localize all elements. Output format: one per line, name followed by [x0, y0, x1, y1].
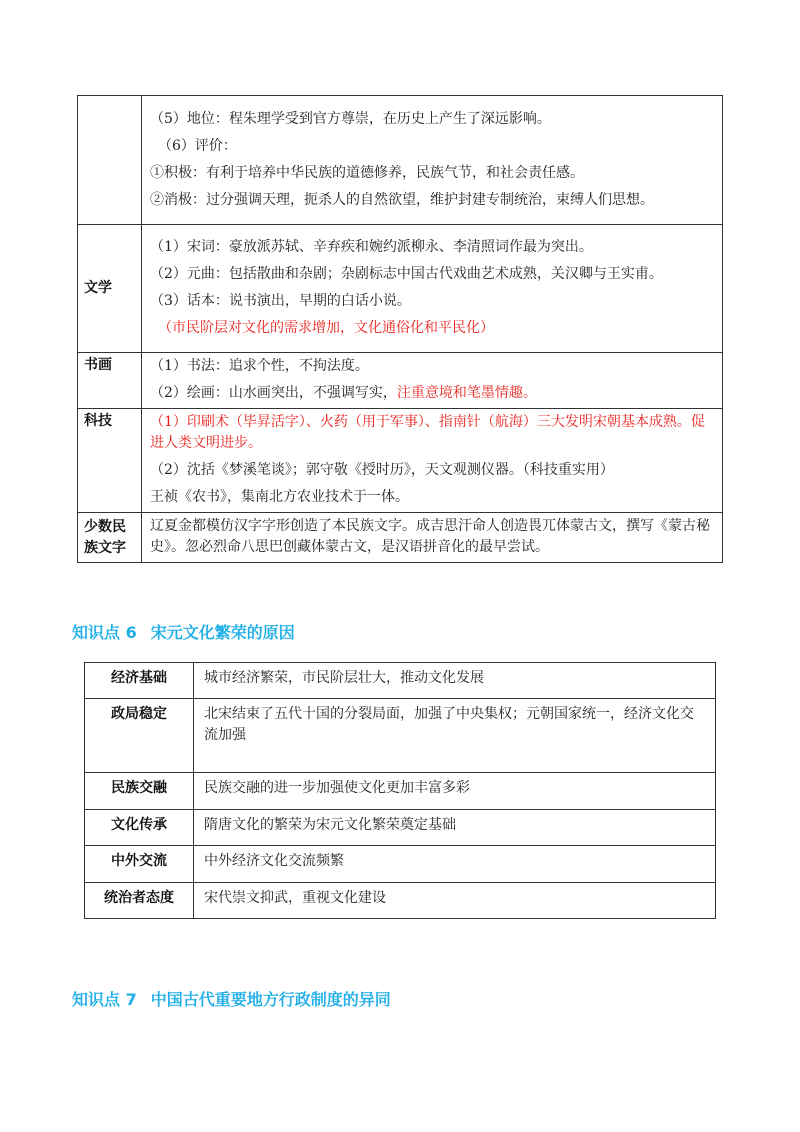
list-item: （5）地位：程朱理学受到官方尊崇，在历史上产生了深远影响。 [150, 110, 551, 127]
heading-number: 知识点 6 [72, 623, 137, 642]
reason-value: 民族交融的进一步加强使文化更加丰富多彩 [194, 773, 716, 810]
reason-value: 宋代崇文抑武，重视文化建设 [194, 883, 716, 919]
list-item: （1）书法：追求个性，不拘法度。 [150, 358, 369, 374]
heading-title: 宋元文化繁荣的原因 [150, 623, 295, 642]
table-row [85, 773, 716, 810]
table-row [78, 409, 723, 513]
list-item: （1）宋词：豪放派苏轼、辛弃疾和婉约派柳永、李清照词作最为突出。 [150, 239, 593, 255]
table-row [85, 663, 716, 699]
highlight-text: 注重意境和笔墨情趣。 [396, 385, 537, 401]
table-row [85, 810, 716, 846]
reason-value: 中外经济文化交流频繁 [194, 846, 716, 883]
heading-title: 中国古代重要地方行政制度的异同 [150, 990, 391, 1009]
culture-summary-table [77, 95, 723, 563]
section-heading-7 [72, 987, 391, 1010]
list-item [150, 383, 716, 404]
script-content-cell: 辽夏金都模仿汉字字形创造了本民族文字。成吉思汗命人创造畏兀体蒙古文，撰写《蒙古秘史》。忽必烈命八思巴创藏体蒙古文，是汉语拼音化的最早尝试。 [142, 513, 723, 563]
list-item: （6）评价： [158, 137, 237, 154]
table-row [85, 699, 716, 773]
reason-value: 城市经济繁荣，市民阶层壮大，推动文化发展 [194, 663, 716, 699]
list-item: （3）话本：说书演出，早期的白话小说。 [150, 293, 411, 309]
table-row [85, 846, 716, 883]
reason-value: 北宋结束了五代十国的分裂局面，加强了中央集权；元朝国家统一，经济文化交流加强 [194, 699, 716, 773]
list-item: （2）沈括《梦溪笔谈》；郭守敬《授时历》，天文观测仪器。（科技重实用） [150, 462, 614, 478]
literature-content-cell [142, 225, 723, 353]
art-content-cell [142, 353, 723, 409]
category-label: 少数民族文字 [78, 513, 142, 563]
table-row [78, 353, 723, 409]
reason-key: 统治者态度 [85, 883, 194, 919]
category-label: 科技 [78, 409, 142, 513]
reason-key: 中外交流 [85, 846, 194, 883]
list-item-text: （2）绘画：山水画突出，不强调写实， [150, 385, 397, 401]
thought-content-cell [142, 96, 723, 225]
reason-key: 政局稳定 [85, 699, 194, 773]
section-heading-6 [72, 620, 295, 643]
reason-value: 隋唐文化的繁荣为宋元文化繁荣奠定基础 [194, 810, 716, 846]
table-row [78, 225, 723, 353]
note-text: （市民阶层对文化的需求增加，文化通俗化和平民化） [158, 320, 494, 336]
table-row [78, 96, 723, 225]
list-item: 王祯《农书》，集南北方农业技术于一体。 [150, 489, 409, 505]
list-item: （2）元曲：包括散曲和杂剧；杂剧标志中国古代戏曲艺术成熟，关汉卿与王实甫。 [150, 266, 663, 282]
table-row [78, 513, 723, 563]
heading-number: 知识点 7 [72, 990, 137, 1009]
tech-content-cell [142, 409, 723, 513]
category-label: 文学 [78, 225, 142, 353]
table-row [85, 883, 716, 919]
reason-key: 民族交融 [85, 773, 194, 810]
category-cell-empty [78, 96, 142, 225]
highlight-text: （1）印刷术（毕昇活字）、火药（用于军事）、指南针（航海）三大发明宋朝基本成熟。促进人类文明进步。 [150, 414, 705, 451]
list-item: ②消极：过分强调天理，扼杀人的自然欲望，维护封建专制统治，束缚人们思想。 [150, 191, 654, 208]
reason-key: 文化传承 [85, 810, 194, 846]
category-label: 书画 [78, 353, 142, 409]
reason-key: 经济基础 [85, 663, 194, 699]
prosperity-reasons-table [84, 662, 716, 919]
list-item: ①积极：有利于培养中华民族的道德修养，民族气节，和社会责任感。 [150, 164, 584, 181]
